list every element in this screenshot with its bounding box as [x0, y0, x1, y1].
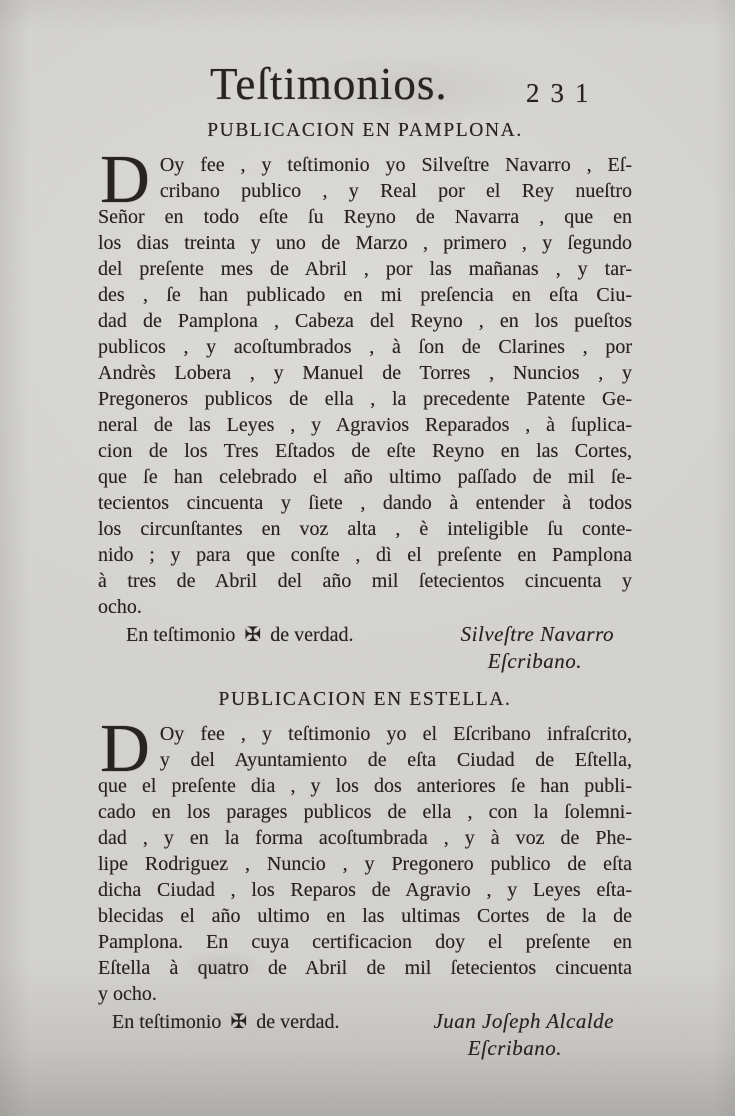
dropcap-initial: D	[100, 710, 150, 786]
text-line: los circunſtantes en voz alta , è inteligible ſu conte-	[98, 518, 632, 540]
text-line: publicos , y acoſtumbrados , à ſon de Clarines , por	[98, 336, 632, 358]
running-title: Teſtimonios.	[210, 59, 448, 109]
text-line: cion de los Tres Eſtados de eſte Reyno en las Cortes,	[98, 440, 632, 462]
text-line: dad de Pamplona , Cabeza del Reyno , en los pueſtos	[98, 310, 632, 332]
text-line: lipe Rodriguez , Nuncio , y Pregonero publico de eſta	[98, 853, 632, 875]
attestation-line	[98, 1008, 632, 1035]
text-line: blecidas el año ultimo en las ultimas Cortes de la de	[98, 905, 632, 927]
signature-role: Eſcribano.	[467, 1036, 562, 1060]
section-heading: PUBLICACION EN ESTELLA.	[218, 689, 512, 710]
dropcap-initial: D	[100, 141, 150, 217]
text-line: nido ; y para que conſte , dì el preſente en Pamplona	[98, 544, 632, 566]
text-line: neral de las Leyes , y Agravios Reparados , à ſuplica-	[98, 414, 632, 436]
text-line: dicha Ciudad , los Reparos de Agravio , y Leyes eſta-	[98, 879, 632, 901]
text-line: Andrès Lobera , y Manuel de Torres , Nuncios , y	[98, 362, 632, 384]
signature-name: Juan Joſeph Alcalde	[433, 1009, 614, 1033]
section-estella	[98, 688, 632, 1062]
page-number: 231	[526, 78, 600, 108]
paragraph	[98, 710, 632, 1007]
text-line: Señor en todo eſte ſu Reyno de Navarra , que en	[98, 206, 632, 228]
text-line: los dias treinta y uno de Marzo , primero , y ſegundo	[98, 232, 632, 254]
text-line: Eſtella à quatro de Abril de mil ſetecientos cincuenta	[98, 957, 632, 979]
text-line: Oy fee , y teſtimonio yo el Eſcribano infraſcrito,	[159, 723, 632, 745]
text-line: cribano publico , y Real por el Rey nueſtro	[159, 180, 632, 202]
attestation-tail: de verdad.	[256, 1011, 340, 1033]
paragraph-lines	[98, 710, 632, 1007]
section-pamplona	[98, 119, 632, 675]
attestation-tail: de verdad.	[270, 624, 354, 646]
paragraph-lines	[98, 141, 632, 620]
attestation-lead: En teſtimonio	[112, 1011, 222, 1033]
text-line: Oy fee , y teſtimonio yo Silveſtre Navarro , Eſ-	[159, 154, 632, 176]
text-line: ocho.	[98, 596, 142, 618]
text-line: que el preſente dia , y los dos anteriores ſe han publi-	[98, 775, 632, 797]
text-line: del preſente mes de Abril , por las mañanas , y tar-	[98, 258, 632, 280]
text-line: Pregoneros publicos de ella , la precedente Patente Ge-	[98, 388, 632, 410]
text-line: que ſe han celebrado el año ultimo paſſado de mil ſe-	[98, 466, 632, 488]
signature-name: Silveſtre Navarro	[460, 622, 614, 646]
maltese-cross-icon: ✠	[244, 622, 262, 646]
attestation-line	[98, 621, 632, 648]
text-line: des , ſe han publicado en mi preſencia en eſta Ciu-	[98, 284, 632, 306]
text-line: dad , y en la forma acoſtumbrada , y à voz de Phe-	[98, 827, 632, 849]
attestation-lead: En teſtimonio	[126, 624, 236, 646]
text-line: y ocho.	[98, 983, 157, 1005]
text-block	[98, 58, 632, 1062]
section-heading: PUBLICACION EN PAMPLONA.	[207, 120, 523, 141]
text-line: à tres de Abril del año mil ſetecientos cincuenta y	[98, 570, 632, 592]
paragraph	[98, 141, 632, 620]
page-header	[98, 58, 632, 114]
signature-role: Eſcribano.	[487, 649, 582, 673]
text-line: tecientos cincuenta y ſiete , dando à entender à todos	[98, 492, 632, 514]
text-line: Pamplona. En cuya certificacion doy el preſente en	[98, 931, 632, 953]
text-line: cado en los parages publicos de ella , con la ſolemni-	[98, 801, 632, 823]
text-line: y del Ayuntamiento de eſta Ciudad de Eſtella,	[159, 749, 632, 771]
maltese-cross-icon: ✠	[230, 1009, 248, 1033]
